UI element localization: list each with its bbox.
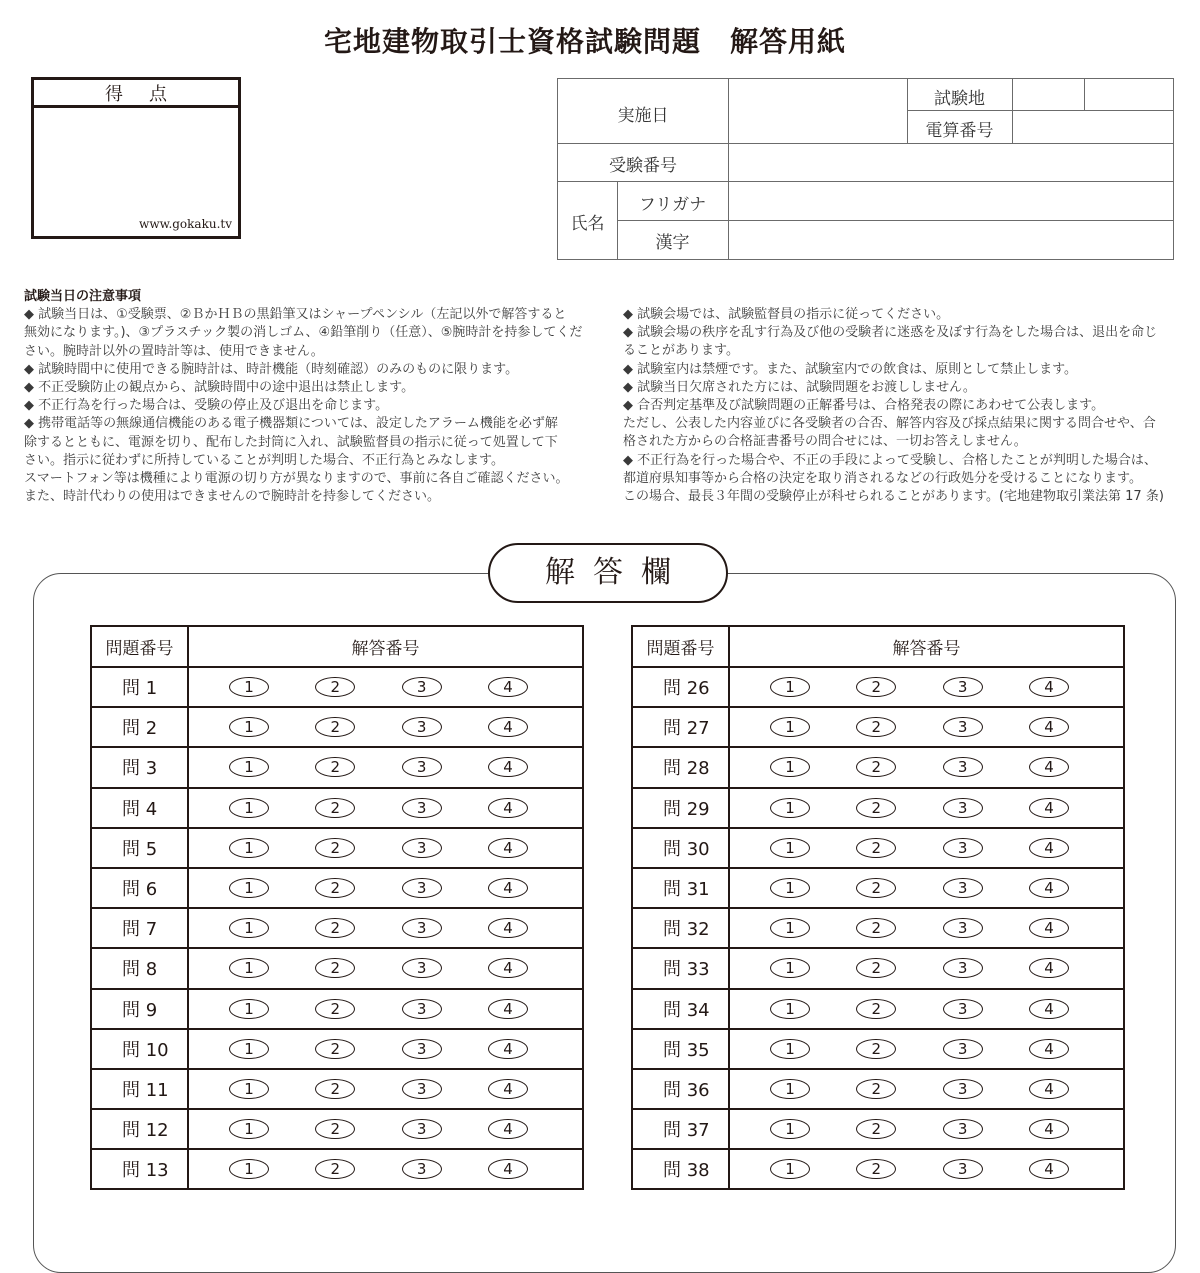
question-number-header: 問題番号	[91, 626, 188, 667]
answer-bubble-4[interactable]: 4	[488, 1119, 528, 1139]
answer-bubble-1[interactable]: 1	[770, 798, 810, 818]
answer-bubble-2[interactable]: 2	[856, 677, 896, 697]
question-number: 問 1	[91, 667, 188, 707]
question-number: 問 2	[91, 707, 188, 747]
answer-bubble-2[interactable]: 2	[315, 999, 355, 1019]
answer-options	[729, 1029, 1124, 1069]
answer-row	[91, 868, 583, 908]
answer-bubble-1[interactable]: 1	[229, 1159, 269, 1179]
answer-row	[632, 707, 1124, 747]
question-number: 問 9	[91, 989, 188, 1029]
exam-number-label: 受験番号	[609, 156, 677, 176]
answer-bubble-2[interactable]: 2	[856, 757, 896, 777]
question-number: 問 26	[632, 667, 729, 707]
answer-row	[91, 707, 583, 747]
answer-bubble-4[interactable]: 4	[488, 1079, 528, 1099]
answer-table-right	[631, 625, 1125, 1190]
answer-bubble-3[interactable]: 3	[943, 878, 983, 898]
furigana-label: フリガナ	[638, 195, 707, 215]
answer-bubble-2[interactable]: 2	[315, 1079, 355, 1099]
answer-bubble-4[interactable]: 4	[1029, 677, 1069, 697]
answer-bubble-4[interactable]: 4	[1029, 958, 1069, 978]
answer-options	[188, 908, 583, 948]
answer-options	[729, 908, 1124, 948]
answer-bubble-1[interactable]: 1	[770, 918, 810, 938]
answer-bubble-1[interactable]: 1	[229, 1079, 269, 1099]
answer-row	[632, 747, 1124, 787]
answer-bubble-4[interactable]: 4	[1029, 798, 1069, 818]
answer-row	[632, 868, 1124, 908]
answer-bubble-3[interactable]: 3	[943, 838, 983, 858]
answer-row	[91, 908, 583, 948]
note-line: ◆ 試験会場では、試験監督員の指示に従ってください。	[623, 307, 950, 322]
answer-bubble-3[interactable]: 3	[943, 677, 983, 697]
answer-row	[632, 1029, 1124, 1069]
answer-row	[91, 1109, 583, 1149]
answer-bubble-1[interactable]: 1	[229, 757, 269, 777]
answer-bubble-4[interactable]: 4	[488, 999, 528, 1019]
answer-options	[729, 707, 1124, 747]
answer-options	[188, 747, 583, 787]
answer-options	[188, 828, 583, 868]
answer-bubble-1[interactable]: 1	[229, 1119, 269, 1139]
answer-row	[91, 1149, 583, 1189]
site-field[interactable]	[1013, 79, 1173, 110]
examinee-info-table	[557, 78, 1174, 260]
answer-options	[188, 1029, 583, 1069]
answer-options	[729, 948, 1124, 988]
note-line: ◆ 携帯電話等の無線通信機能のある電子機器類については、設定したアラーム機能を必ず解	[24, 416, 558, 432]
name-label: 氏名	[570, 214, 605, 234]
answer-bubble-2[interactable]: 2	[856, 838, 896, 858]
answer-row	[91, 989, 583, 1029]
answer-bubble-4[interactable]: 4	[1029, 757, 1069, 777]
answer-bubble-3[interactable]: 3	[402, 958, 442, 978]
sheet-title: 宅地建物取引士資格試験問題 解答用紙	[323, 25, 846, 58]
answer-bubble-3[interactable]: 3	[943, 1039, 983, 1059]
note-line: 格された方からの合格証書番号の問合せには、一切お答えしません。	[623, 434, 1027, 450]
question-number: 問 35	[632, 1029, 729, 1069]
answer-options	[188, 707, 583, 747]
note-line: ることがあります。	[623, 343, 739, 359]
answer-bubble-2[interactable]: 2	[315, 918, 355, 938]
answer-bubble-4[interactable]: 4	[488, 918, 528, 938]
answer-bubble-4[interactable]: 4	[488, 1039, 528, 1059]
answer-bubble-1[interactable]: 1	[229, 798, 269, 818]
question-number: 問 8	[91, 948, 188, 988]
answer-bubble-2[interactable]: 2	[315, 958, 355, 978]
note-line: ただし、公表した内容並びに各受験者の合否、解答内容及び採点結果に関する問合せや、合	[623, 416, 1156, 432]
question-number: 問 6	[91, 868, 188, 908]
question-number: 問 11	[91, 1069, 188, 1109]
furigana-field[interactable]	[729, 182, 1173, 220]
answer-row	[91, 948, 583, 988]
answer-options	[188, 989, 583, 1029]
answer-options	[729, 747, 1124, 787]
answer-bubble-2[interactable]: 2	[856, 717, 896, 737]
answer-bubble-2[interactable]: 2	[856, 1039, 896, 1059]
answer-bubble-1[interactable]: 1	[770, 838, 810, 858]
answer-options	[188, 948, 583, 988]
score-box	[31, 77, 241, 239]
answer-row	[632, 908, 1124, 948]
answer-bubble-1[interactable]: 1	[229, 918, 269, 938]
answer-options	[729, 868, 1124, 908]
note-line: さい。腕時計以外の置時計等は、使用できません。	[24, 343, 324, 359]
answer-bubble-3[interactable]: 3	[943, 999, 983, 1019]
answer-bubble-3[interactable]: 3	[943, 757, 983, 777]
answer-bubble-1[interactable]: 1	[770, 677, 810, 697]
note-line: 都道府県知事等から合格の決定を取り消されるなどの行政処分を受けることになります。	[623, 470, 1142, 486]
note-line: スマートフォン等は機種により電源の切り方が異なりますので、事前に各自ご確認ください。	[24, 471, 569, 487]
answer-bubble-3[interactable]: 3	[943, 958, 983, 978]
answer-options	[188, 667, 583, 707]
answer-bubble-2[interactable]: 2	[856, 918, 896, 938]
score-label: 得点	[34, 80, 238, 108]
answer-bubble-2[interactable]: 2	[315, 1159, 355, 1179]
answer-options	[188, 1069, 583, 1109]
note-line: ◆ 不正受験防止の観点から、試験時間中の途中退出は禁止します。	[24, 380, 415, 396]
answer-bubble-3[interactable]: 3	[402, 757, 442, 777]
answer-bubble-3[interactable]: 3	[402, 838, 442, 858]
kanji-field[interactable]	[729, 221, 1173, 259]
question-number: 問 7	[91, 908, 188, 948]
note-line: 無効になります。)、③プラスチック製の消しゴム、④鉛筆削り（任意）、⑤腕時計を持参してくだ	[24, 325, 583, 341]
code-field[interactable]	[1013, 111, 1173, 143]
question-number: 問 34	[632, 989, 729, 1029]
question-number: 問 31	[632, 868, 729, 908]
answer-bubble-3[interactable]: 3	[943, 918, 983, 938]
answer-bubble-4[interactable]: 4	[1029, 999, 1069, 1019]
answer-bubble-4[interactable]: 4	[488, 677, 528, 697]
note-line: また、時計代わりの使用はできませんので腕時計を持参してください。	[24, 489, 441, 505]
answer-row	[632, 989, 1124, 1029]
answer-bubble-2[interactable]: 2	[315, 1119, 355, 1139]
answer-options	[188, 1109, 583, 1149]
answer-bubble-2[interactable]: 2	[856, 878, 896, 898]
question-number: 問 29	[632, 788, 729, 828]
answer-row	[91, 788, 583, 828]
note-line: この場合、最長３年間の受験停止が科せられることがあります。(宅地建物取引業法第 17 条)	[623, 489, 1164, 505]
answer-bubble-3[interactable]: 3	[943, 1079, 983, 1099]
answer-bubble-1[interactable]: 1	[770, 1159, 810, 1179]
answer-options	[729, 1069, 1124, 1109]
answer-row	[632, 1149, 1124, 1189]
question-number: 問 10	[91, 1029, 188, 1069]
answer-row	[91, 747, 583, 787]
question-number: 問 5	[91, 828, 188, 868]
answer-bubble-4[interactable]: 4	[1029, 878, 1069, 898]
note-line: 除するとともに、電源を切り、配布した封筒に入れ、試験監督員の指示に従って処置して下	[24, 434, 558, 450]
answer-bubble-1[interactable]: 1	[770, 878, 810, 898]
answer-bubble-3[interactable]: 3	[402, 717, 442, 737]
answer-bubble-1[interactable]: 1	[770, 999, 810, 1019]
question-number: 問 38	[632, 1149, 729, 1189]
answer-bubble-2[interactable]: 2	[315, 798, 355, 818]
answer-bubble-4[interactable]: 4	[1029, 1159, 1069, 1179]
date-label: 実施日	[617, 106, 669, 126]
answer-bubble-1[interactable]: 1	[229, 838, 269, 858]
answer-bubble-3[interactable]: 3	[943, 717, 983, 737]
answer-options	[729, 989, 1124, 1029]
answer-bubble-4[interactable]: 4	[488, 757, 528, 777]
answer-bubble-2[interactable]: 2	[315, 717, 355, 737]
answer-row	[632, 948, 1124, 988]
answer-bubble-2[interactable]: 2	[856, 1119, 896, 1139]
answer-bubble-4[interactable]: 4	[488, 798, 528, 818]
notes-left	[24, 288, 584, 506]
answer-bubble-1[interactable]: 1	[770, 717, 810, 737]
answer-bubble-3[interactable]: 3	[402, 1039, 442, 1059]
answer-row	[91, 828, 583, 868]
code-label: 電算番号	[925, 121, 994, 141]
score-url: www.gokaku.tv	[139, 217, 232, 231]
answer-row	[632, 1069, 1124, 1109]
answer-row	[632, 667, 1124, 707]
notes-right	[623, 306, 1183, 506]
answer-bubble-3[interactable]: 3	[402, 798, 442, 818]
answer-options	[729, 1149, 1124, 1189]
site-label: 試験地	[934, 89, 985, 109]
answer-options	[729, 828, 1124, 868]
question-number: 問 12	[91, 1109, 188, 1149]
note-line: ◆ 合否判定基準及び試験問題の正解番号は、合格発表の際にあわせて公表します。	[623, 398, 1105, 414]
question-number: 問 36	[632, 1069, 729, 1109]
question-number: 問 4	[91, 788, 188, 828]
answer-bubble-1[interactable]: 1	[770, 757, 810, 777]
note-line: ◆ 試験室内は禁煙です。また、試験室内での飲食は、原則として禁止します。	[623, 361, 1078, 377]
note-line: ◆ 試験会場の秩序を乱す行為及び他の受験者に迷惑を及ぼす行為をした場合は、退出を命じ	[623, 325, 1158, 341]
answer-bubble-3[interactable]: 3	[402, 878, 442, 898]
answer-bubble-4[interactable]: 4	[488, 717, 528, 737]
answer-bubble-3[interactable]: 3	[943, 798, 983, 818]
answer-bubble-4[interactable]: 4	[488, 1159, 528, 1179]
answer-bubble-1[interactable]: 1	[229, 677, 269, 697]
answer-bubble-3[interactable]: 3	[402, 677, 442, 697]
answer-options	[188, 868, 583, 908]
answer-bubble-4[interactable]: 4	[1029, 838, 1069, 858]
question-number: 問 33	[632, 948, 729, 988]
question-number: 問 13	[91, 1149, 188, 1189]
answer-bubble-2[interactable]: 2	[856, 999, 896, 1019]
answer-bubble-3[interactable]: 3	[402, 918, 442, 938]
answer-options	[729, 788, 1124, 828]
answer-bubble-4[interactable]: 4	[1029, 1039, 1069, 1059]
answer-bubble-4[interactable]: 4	[488, 878, 528, 898]
answer-number-header: 解答番号	[729, 626, 1124, 667]
answer-bubble-1[interactable]: 1	[229, 878, 269, 898]
answer-options	[188, 1149, 583, 1189]
answer-bubble-2[interactable]: 2	[315, 757, 355, 777]
answer-bubble-2[interactable]: 2	[315, 677, 355, 697]
question-number: 問 30	[632, 828, 729, 868]
question-number: 問 32	[632, 908, 729, 948]
answer-bubble-3[interactable]: 3	[943, 1159, 983, 1179]
note-line: ◆ 試験時間中に使用できる腕時計は、時計機能（時刻確認）のみのものに限ります。	[24, 361, 519, 377]
kanji-label: 漢字	[655, 233, 690, 253]
answer-bubble-1[interactable]: 1	[229, 999, 269, 1019]
note-line: ◆ 不正行為を行った場合は、受験の停止及び退出を命じます。	[24, 398, 389, 414]
notes-heading: 試験当日の注意事項	[24, 289, 142, 304]
answer-bubble-3[interactable]: 3	[402, 1079, 442, 1099]
note-line: ◆ 不正行為を行った場合や、不正の手段によって受験し、合格したことが判明した場合は、	[623, 452, 1157, 468]
question-number: 問 28	[632, 747, 729, 787]
note-line: ◆ 試験当日欠席された方には、試験問題をお渡ししません。	[623, 379, 976, 395]
note-line: ◆ 試験当日は、①受験票、②ＢかＨＢの黒鉛筆又はシャープペンシル（左記以外で解答すると	[24, 307, 567, 323]
answer-bubble-2[interactable]: 2	[315, 838, 355, 858]
answer-row	[632, 788, 1124, 828]
answer-bubble-4[interactable]: 4	[1029, 717, 1069, 737]
answer-bubble-1[interactable]: 1	[229, 1039, 269, 1059]
answer-bubble-2[interactable]: 2	[856, 798, 896, 818]
answer-row	[91, 1029, 583, 1069]
answer-bubble-1[interactable]: 1	[770, 1119, 810, 1139]
answer-bubble-3[interactable]: 3	[943, 1119, 983, 1139]
answer-row	[632, 828, 1124, 868]
answer-bubble-4[interactable]: 4	[1029, 918, 1069, 938]
answer-options	[729, 667, 1124, 707]
answer-bubble-3[interactable]: 3	[402, 999, 442, 1019]
answer-bubble-1[interactable]: 1	[770, 1079, 810, 1099]
answer-options	[188, 788, 583, 828]
question-number-header: 問題番号	[632, 626, 729, 667]
exam-number-field[interactable]	[729, 144, 1173, 181]
answer-table-left	[90, 625, 584, 1190]
answer-bubble-2[interactable]: 2	[315, 1039, 355, 1059]
answer-bubble-1[interactable]: 1	[229, 717, 269, 737]
answer-bubble-4[interactable]: 4	[488, 958, 528, 978]
answer-bubble-3[interactable]: 3	[402, 1159, 442, 1179]
question-number: 問 3	[91, 747, 188, 787]
date-field[interactable]	[729, 79, 907, 143]
answer-bubble-4[interactable]: 4	[1029, 1079, 1069, 1099]
answer-bubble-2[interactable]: 2	[856, 1159, 896, 1179]
answer-panel-title: 解答欄	[488, 543, 728, 603]
question-number: 問 27	[632, 707, 729, 747]
answer-row	[91, 667, 583, 707]
answer-bubble-4[interactable]: 4	[1029, 1119, 1069, 1139]
answer-row	[91, 1069, 583, 1109]
answer-bubble-2[interactable]: 2	[856, 1079, 896, 1099]
answer-options	[729, 1109, 1124, 1149]
answer-bubble-1[interactable]: 1	[770, 958, 810, 978]
question-number: 問 37	[632, 1109, 729, 1149]
answer-bubble-2[interactable]: 2	[315, 878, 355, 898]
answer-bubble-3[interactable]: 3	[402, 1119, 442, 1139]
answer-bubble-1[interactable]: 1	[229, 958, 269, 978]
answer-bubble-2[interactable]: 2	[856, 958, 896, 978]
answer-bubble-1[interactable]: 1	[770, 1039, 810, 1059]
answer-bubble-4[interactable]: 4	[488, 838, 528, 858]
answer-number-header: 解答番号	[188, 626, 583, 667]
note-line: さい。指示に従わずに所持していることが判明した場合、不正行為とみなします。	[24, 452, 504, 468]
answer-row	[632, 1109, 1124, 1149]
